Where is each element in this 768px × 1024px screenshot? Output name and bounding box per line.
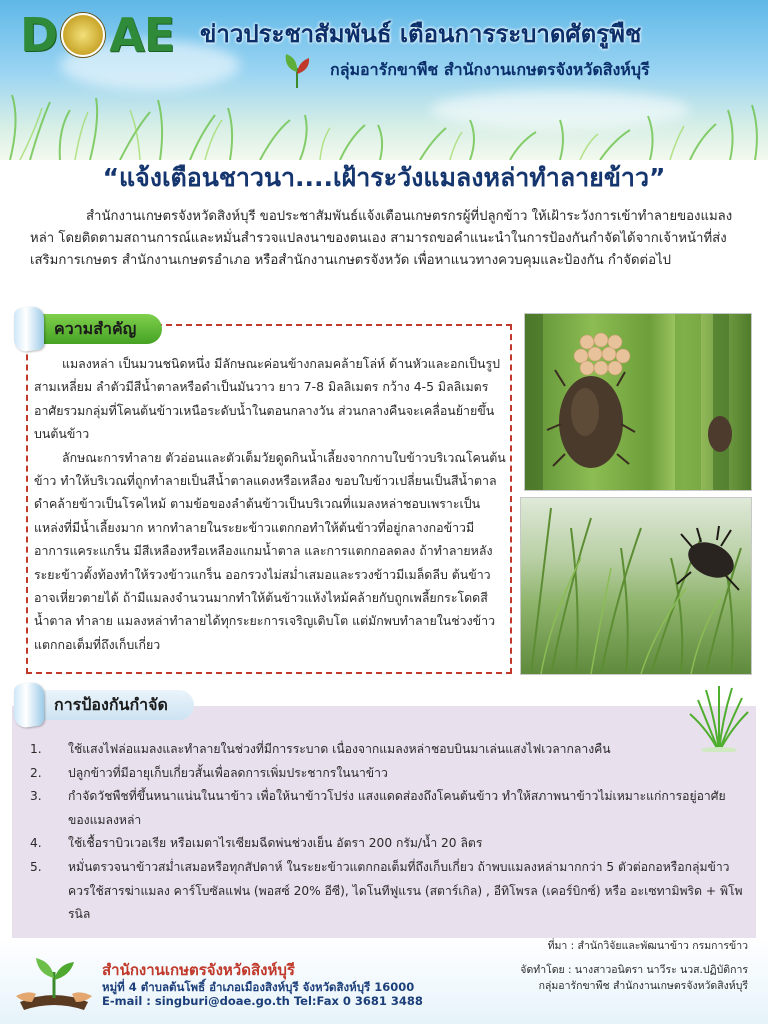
plant-protection-logo-icon — [280, 50, 314, 90]
footer-org-name: สำนักงานเกษตรจังหวัดสิงห์บุรี — [102, 961, 295, 979]
intro-paragraph — [30, 206, 742, 272]
list-item — [24, 832, 744, 856]
importance-heading-ribbon — [14, 312, 162, 346]
scroll-icon — [14, 681, 44, 729]
doae-logo — [20, 8, 174, 62]
ministry-seal-icon — [61, 13, 105, 57]
scroll-icon — [14, 305, 44, 353]
bug-on-rice-photo — [520, 497, 752, 675]
list-item — [24, 785, 744, 832]
list-item-number: 4. — [30, 836, 42, 851]
list-item-text: ใช้แสงไฟล่อแมลงและทำลายในช่วงที่มีการระบาด เนื่องจากแมลงหล่าชอบบินมาเล่นแสงไฟเวลากลางคืน — [68, 742, 611, 756]
list-item-text: ปลูกข้าวที่มีอายุเก็บเกี่ยวสั้นเพื่อลดการเพิ่มประชากรในนาข้าว — [68, 765, 388, 780]
footer-address: หมู่ที่ 4 ตำบลต้นโพธิ์ อำเภอเมืองสิงห์บุรี จังหวัดสิงห์บุรี 16000 — [102, 980, 415, 994]
logo-letters-ae: AE — [109, 8, 175, 62]
list-item-number: 2. — [30, 765, 42, 780]
grass-decoration — [0, 90, 768, 160]
header-banner — [0, 0, 768, 160]
logo-letter-d: D — [20, 8, 58, 62]
prevention-heading: การป้องกันกำจัด — [36, 690, 194, 720]
footer-source: ที่มา : สำนักวิจัยและพัฒนาข้าว กรมการข้าว — [547, 940, 748, 952]
list-item-number: 3. — [30, 789, 42, 804]
importance-para-damage: ลักษณะการทำลาย ตัวอ่อนและตัวเต็มวัยดูดกินน้ำเลี้ยงจากกาบใบข้าวบริเวณโคนต้นข้าว ทำให้บริเวณที่ถูกทำลายเป็นสีน้ำตาลแดงหรือเหลือง ขอบใบข้าวเปลี่ยนเป็นสีน้ำตาลดำคล้ายข้าวเป็นโรคไหม้ ตามข้อของลำต้นข้าวเป็นบริเวณที่แมลงหล่าชอบเพราะเป็นแหล่งที่มีน้ำเลี้ยงมาก หากทำลายในระยะข้าวแตกกอทำให้ต้นข้าวที่อยู่กลางกอข้าวมีอาการแคระแกร็น มีสีเหลืองหรือเหลืองแกมน้ำตาล และการแตกกอลดลง ถ้าทำลายหลังระยะข้าวตั้งท้องทำให้รวงข้าวแกร็น ออกรวงไม่สม่ำเสมอและรวงข้าวมีเมล็ดลีบ ต้นข้าวอาจเหี่ยวตายได้ ถ้ามีแมลงจำนวนมากทำให้ต้นข้าวแห้งไหม้คล้ายกับถูกเพลี้ยกระโดดสีน้ำตาล ทำลาย แมลงหล่าทำลายได้ทุกระยะการเจริญเติบโต แต่มักพบทำลายในช่วงข้าวแตกกอเต็มที่ถึงเก็บเกี่ยว — [34, 449, 506, 652]
list-item — [24, 738, 744, 762]
list-item-text: กำจัดวัชพืชที่ขึ้นหนาแน่นในนาข้าว เพื่อให้นาข้าวโปร่ง แสงแดดส่องถึงโคนต้นข้าว ทำให้สภาพนาข้าวไม่เหมาะแก่การอยู่อาศัยของแมลงหล่า — [68, 789, 726, 827]
intro-text: สำนักงานเกษตรจังหวัดสิงห์บุรี ขอประชาสัมพันธ์แจ้งเตือนเกษตรกรผู้ที่ปลูกข้าว ให้เฝ้าระวังการเข้าทำลายของแมลงหล่า โดยติดตามสถานการณ์และหมั่นสำรวจแปลงนาของตนเอง สามารถขอคำแนะนำในการป้องกันกำจัดได้จากเจ้าหน้าที่ส่งเสริมการเกษตร สำนักงานเกษตรอำเภอ หรือสำนักงานเกษตรจังหวัด เพื่อหาแนวทางควบคุมและป้องกัน กำจัดต่อไป — [30, 209, 733, 268]
importance-para-description: แมลงหล่า เป็นมวนชนิดหนึ่ง มีลักษณะค่อนข้างกลมคล้ายโล่ห์ ด้านหัวและอกเป็นรูปสามเหลี่ยม ลำตัวมีสีน้ำตาลหรือดำเป็นมันวาว ยาว 7-8 มิลลิเมตร กว้าง 4-5 มิลลิเมตร อาศัยรวมกลุ่มที่โคนต้นข้าวเหนือระดับน้ำในตอนกลางวัน ส่วนกลางคืนจะเคลื่อนย้ายขึ้นบนต้นข้าว — [34, 356, 501, 442]
list-item-number: 5. — [30, 859, 42, 874]
bug-with-eggs-photo — [524, 313, 752, 491]
list-item — [24, 856, 744, 927]
prevention-heading-ribbon — [14, 688, 194, 722]
footer-prepared-group: กลุ่มอารักขาพืช สำนักงานเกษตรจังหวัดสิงห์บุรี — [538, 980, 748, 992]
importance-text — [34, 352, 506, 656]
page-title: ข่าวประชาสัมพันธ์ เตือนการระบาดศัตรูพืช — [200, 20, 642, 48]
headline: “แจ้งเตือนชาวนา....เฝ้าระวังแมลงหล่าทำลายข้าว” — [102, 163, 666, 192]
list-item — [24, 762, 744, 786]
list-item-text: หมั่นตรวจนาข้าวสม่ำเสมอหรือทุกสัปดาห์ ในระยะข้าวแตกกอเต็มที่ถึงเก็บเกี่ยว ถ้าพบแมลงหล่ามากกว่า 5 ตัวต่อกอหรือกลุ่มข้าว ควรใช้สารฆ่าแมลง คาร์โบซัลแฟน (พอสซ์ 20% อีซี), ไดโนทีฟูแรน (สตาร์เกิล) , อีทิโพรล (เคอร์บิกซ์) หรือ อะเซทามิพริด + พิโพรนิล — [68, 859, 743, 922]
footer-credits — [448, 938, 748, 994]
list-item-text: ใช้เชื้อราบิวเวอเรีย หรือเมตาไรเซียมฉีดพ่นช่วงเย็น อัตรา 200 กรัม/น้ำ 20 ลิตร — [68, 836, 483, 851]
footer-email: E-mail : singburi@doae.go.th Tel:Fax 0 3681 3488 — [102, 994, 423, 1008]
importance-heading: ความสำคัญ — [36, 314, 162, 344]
footer-prepared-by: จัดทำโดย : นางสาวอนิตรา นาวีระ นวส.ปฏิบัติการ — [520, 964, 748, 976]
list-item-number: 1. — [30, 742, 42, 756]
prevention-list — [24, 738, 744, 927]
page-subtitle: กลุ่มอารักขาพืช สำนักงานเกษตรจังหวัดสิงห์บุรี — [330, 60, 650, 79]
hands-plant-logo-icon — [14, 952, 94, 1012]
